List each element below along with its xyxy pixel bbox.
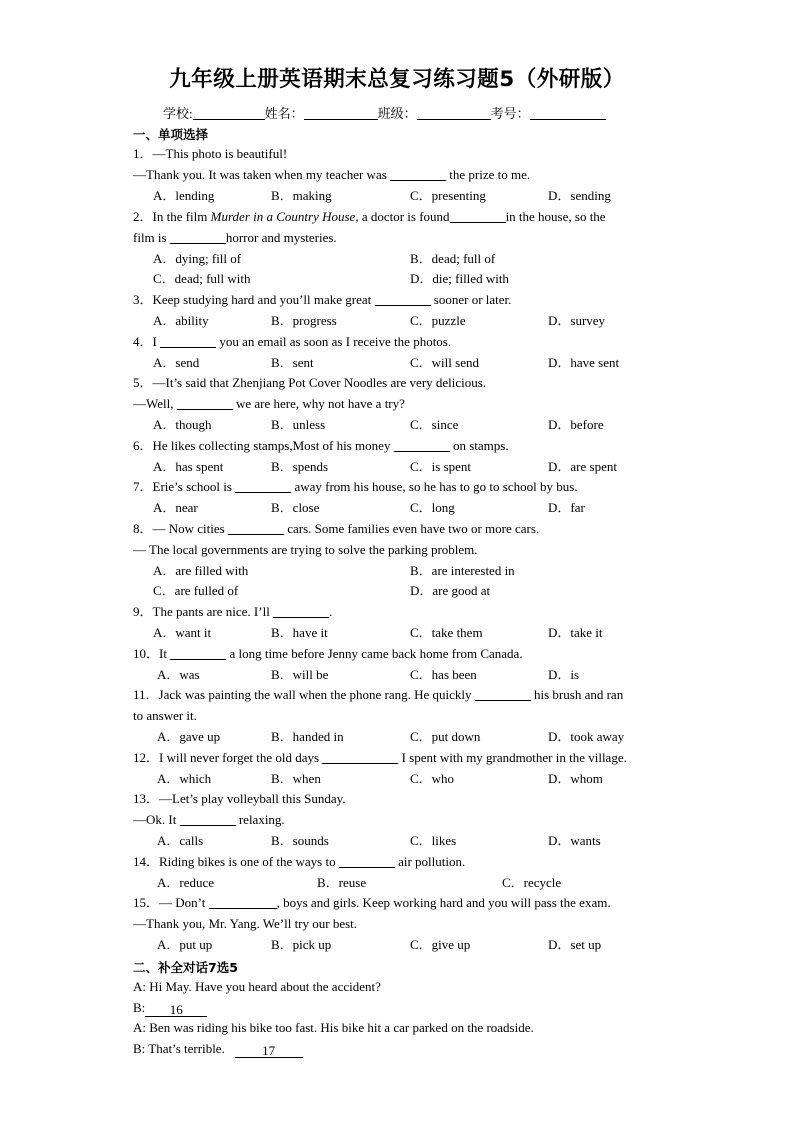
q15-option-b[interactable]: B．pick up: [271, 937, 332, 952]
q13-line2: —Ok. It relaxing.: [133, 812, 285, 827]
student-info-line: [163, 103, 606, 122]
q7-line1: 7．Erie’s school is away from his house, so he has to go to school by bus.: [133, 479, 578, 494]
q1-option-b[interactable]: B．making: [271, 188, 332, 203]
q13-option-d[interactable]: D．wants: [548, 833, 601, 848]
q15-blank[interactable]: [209, 896, 277, 909]
q11-option-b[interactable]: B．handed in: [271, 729, 344, 744]
answer-blank-17[interactable]: 17: [235, 1043, 303, 1058]
q1-option-c[interactable]: C．presenting: [410, 188, 486, 203]
q13-blank[interactable]: [180, 813, 236, 826]
q2-option-c[interactable]: C．dead; full with: [153, 271, 251, 286]
q2-option-b[interactable]: B．dead; full of: [410, 251, 496, 266]
q5-line2: —Well, we are here, why not have a try?: [133, 396, 405, 411]
q5-option-c[interactable]: C．since: [410, 417, 459, 432]
q11-option-c[interactable]: C．put down: [410, 729, 481, 744]
q6-blank[interactable]: [394, 439, 450, 452]
q9-option-d[interactable]: D．take it: [548, 625, 603, 640]
section-heading-dialogue: 二、补全对话7选5: [133, 960, 238, 975]
q2-option-a[interactable]: A．dying; fill of: [153, 251, 242, 266]
q2-line1: 2．In the film Murder in a Country House, a doctor is found in the house, so the: [133, 209, 606, 224]
q10-option-c[interactable]: C．has been: [410, 667, 477, 682]
q12-blank[interactable]: [322, 751, 398, 764]
q15-option-a[interactable]: A．put up: [157, 937, 213, 952]
q15-line1: 15．— Don’t , boys and girls. Keep working hard and you will pass the exam.: [133, 895, 611, 910]
q4-option-c[interactable]: C．will send: [410, 355, 479, 370]
school-label: 学校:: [163, 106, 193, 121]
answer-blank-16[interactable]: 16: [145, 1002, 207, 1017]
q1-option-d[interactable]: D．sending: [548, 188, 611, 203]
q2-line2: film is horror and mysteries.: [133, 230, 337, 245]
q10-line1: 10．It a long time before Jenny came back home from Canada.: [133, 646, 523, 661]
q1-line1: 1．—This photo is beautiful!: [133, 146, 288, 161]
q11-option-d[interactable]: D．took away: [548, 729, 625, 744]
dialog-line2: B: 16: [133, 1000, 207, 1017]
dialog-line3: A: Ben was riding his bike too fast. His bike hit a car parked on the roadside.: [133, 1020, 534, 1035]
q1-line2: —Thank you. It was taken when my teacher was the prize to me.: [133, 167, 531, 182]
page-title: 九年级上册英语期末总复习练习题5（外研版）: [169, 67, 625, 92]
q7-option-d[interactable]: D．far: [548, 500, 585, 515]
q5-option-b[interactable]: B．unless: [271, 417, 326, 432]
q7-option-c[interactable]: C．long: [410, 500, 455, 515]
q9-line1: 9．The pants are nice. I’ll .: [133, 604, 333, 619]
dialog-line1: A: Hi May. Have you heard about the accident?: [133, 979, 381, 994]
q10-blank[interactable]: [170, 647, 226, 660]
q8-blank[interactable]: [228, 522, 284, 535]
q4-option-a[interactable]: A．send: [153, 355, 200, 370]
q7-option-b[interactable]: B．close: [271, 500, 320, 515]
q9-option-c[interactable]: C．take them: [410, 625, 483, 640]
q10-option-b[interactable]: B．will be: [271, 667, 329, 682]
q8-option-d[interactable]: D．are good at: [410, 583, 491, 598]
q12-line1: 12．I will never forget the old days I spent with my grandmother in the village.: [133, 750, 627, 765]
q4-blank[interactable]: [160, 335, 216, 348]
q13-option-a[interactable]: A．calls: [157, 833, 204, 848]
q12-option-c[interactable]: C．who: [410, 771, 455, 786]
q10-option-a[interactable]: A．was: [157, 667, 200, 682]
q3-line1: 3．Keep studying hard and you’ll make great sooner or later.: [133, 292, 512, 307]
q8-option-b[interactable]: B．are interested in: [410, 563, 515, 578]
q4-option-d[interactable]: D．have sent: [548, 355, 620, 370]
q2-blank2[interactable]: [170, 231, 226, 244]
q8-line1: 8．— Now cities cars. Some families even have two or more cars.: [133, 521, 540, 536]
q9-blank[interactable]: [273, 605, 329, 618]
q13-line1: 13．—Let’s play volleyball this Sunday.: [133, 791, 346, 806]
q14-option-b[interactable]: B．reuse: [317, 875, 367, 890]
school-blank[interactable]: [193, 107, 265, 120]
q14-blank[interactable]: [339, 855, 395, 868]
q7-blank[interactable]: [235, 480, 291, 493]
q14-option-a[interactable]: A．reduce: [157, 875, 215, 890]
q1-blank[interactable]: [390, 168, 446, 181]
q1-option-a[interactable]: A．lending: [153, 188, 215, 203]
q15-option-c[interactable]: C．give up: [410, 937, 471, 952]
q14-option-c[interactable]: C．recycle: [502, 875, 562, 890]
q6-line1: 6．He likes collecting stamps,Most of his money on stamps.: [133, 438, 509, 453]
q13-option-b[interactable]: B．sounds: [271, 833, 329, 848]
q2-option-d[interactable]: D．die; filled with: [410, 271, 509, 286]
q11-blank[interactable]: [475, 688, 531, 701]
name-blank[interactable]: [304, 107, 378, 120]
q3-blank[interactable]: [375, 293, 431, 306]
q3-option-b[interactable]: B．progress: [271, 313, 337, 328]
q14-line1: 14．Riding bikes is one of the ways to air pollution.: [133, 854, 466, 869]
q5-option-a[interactable]: A．though: [153, 417, 212, 432]
q9-option-a[interactable]: A．want it: [153, 625, 212, 640]
q12-option-b[interactable]: B．when: [271, 771, 321, 786]
q5-blank[interactable]: [177, 397, 233, 410]
q11-line2: to answer it.: [133, 708, 197, 723]
dialog-line4: B: That’s terrible. 17: [133, 1041, 303, 1058]
q13-option-c[interactable]: C．likes: [410, 833, 457, 848]
q6-option-c[interactable]: C．is spent: [410, 459, 472, 474]
q6-option-d[interactable]: D．are spent: [548, 459, 617, 474]
q5-option-d[interactable]: D．before: [548, 417, 604, 432]
q15-option-d[interactable]: D．set up: [548, 937, 602, 952]
film-title: Murder in a Country House: [210, 209, 356, 224]
q4-line1: 4．I you an email as soon as I receive the photos.: [133, 334, 452, 349]
number-label: 考号：: [490, 106, 530, 121]
q8-option-a[interactable]: A．are filled with: [153, 563, 249, 578]
q7-option-a[interactable]: A．near: [153, 500, 198, 515]
q11-option-a[interactable]: A．gave up: [157, 729, 221, 744]
q3-option-a[interactable]: A．ability: [153, 313, 209, 328]
q12-option-a[interactable]: A．which: [157, 771, 212, 786]
class-label: 班级：: [377, 106, 417, 121]
q4-option-b[interactable]: B．sent: [271, 355, 314, 370]
name-label: 姓名：: [264, 106, 304, 121]
q11-line1: 11．Jack was painting the wall when the phone rang. He quickly his brush and ran: [133, 687, 624, 702]
q10-option-d[interactable]: D．is: [548, 667, 580, 682]
q6-option-a[interactable]: A．has spent: [153, 459, 224, 474]
section-heading-single-choice: 一、单项选择: [133, 127, 209, 142]
q3-option-d[interactable]: D．survey: [548, 313, 606, 328]
q9-option-b[interactable]: B．have it: [271, 625, 328, 640]
q2-blank1[interactable]: [450, 210, 506, 223]
q3-option-c[interactable]: C．puzzle: [410, 313, 466, 328]
q15-line2: —Thank you, Mr. Yang. We’ll try our best.: [133, 916, 358, 931]
q8-option-c[interactable]: C．are fulled of: [153, 583, 239, 598]
q12-option-d[interactable]: D．whom: [548, 771, 603, 786]
q5-line1: 5．—It’s said that Zhenjiang Pot Cover Noodles are very delicious.: [133, 375, 487, 390]
class-blank[interactable]: [417, 107, 491, 120]
number-blank[interactable]: [530, 107, 606, 120]
q8-line2: — The local governments are trying to solve the parking problem.: [133, 542, 478, 557]
q6-option-b[interactable]: B．spends: [271, 459, 329, 474]
